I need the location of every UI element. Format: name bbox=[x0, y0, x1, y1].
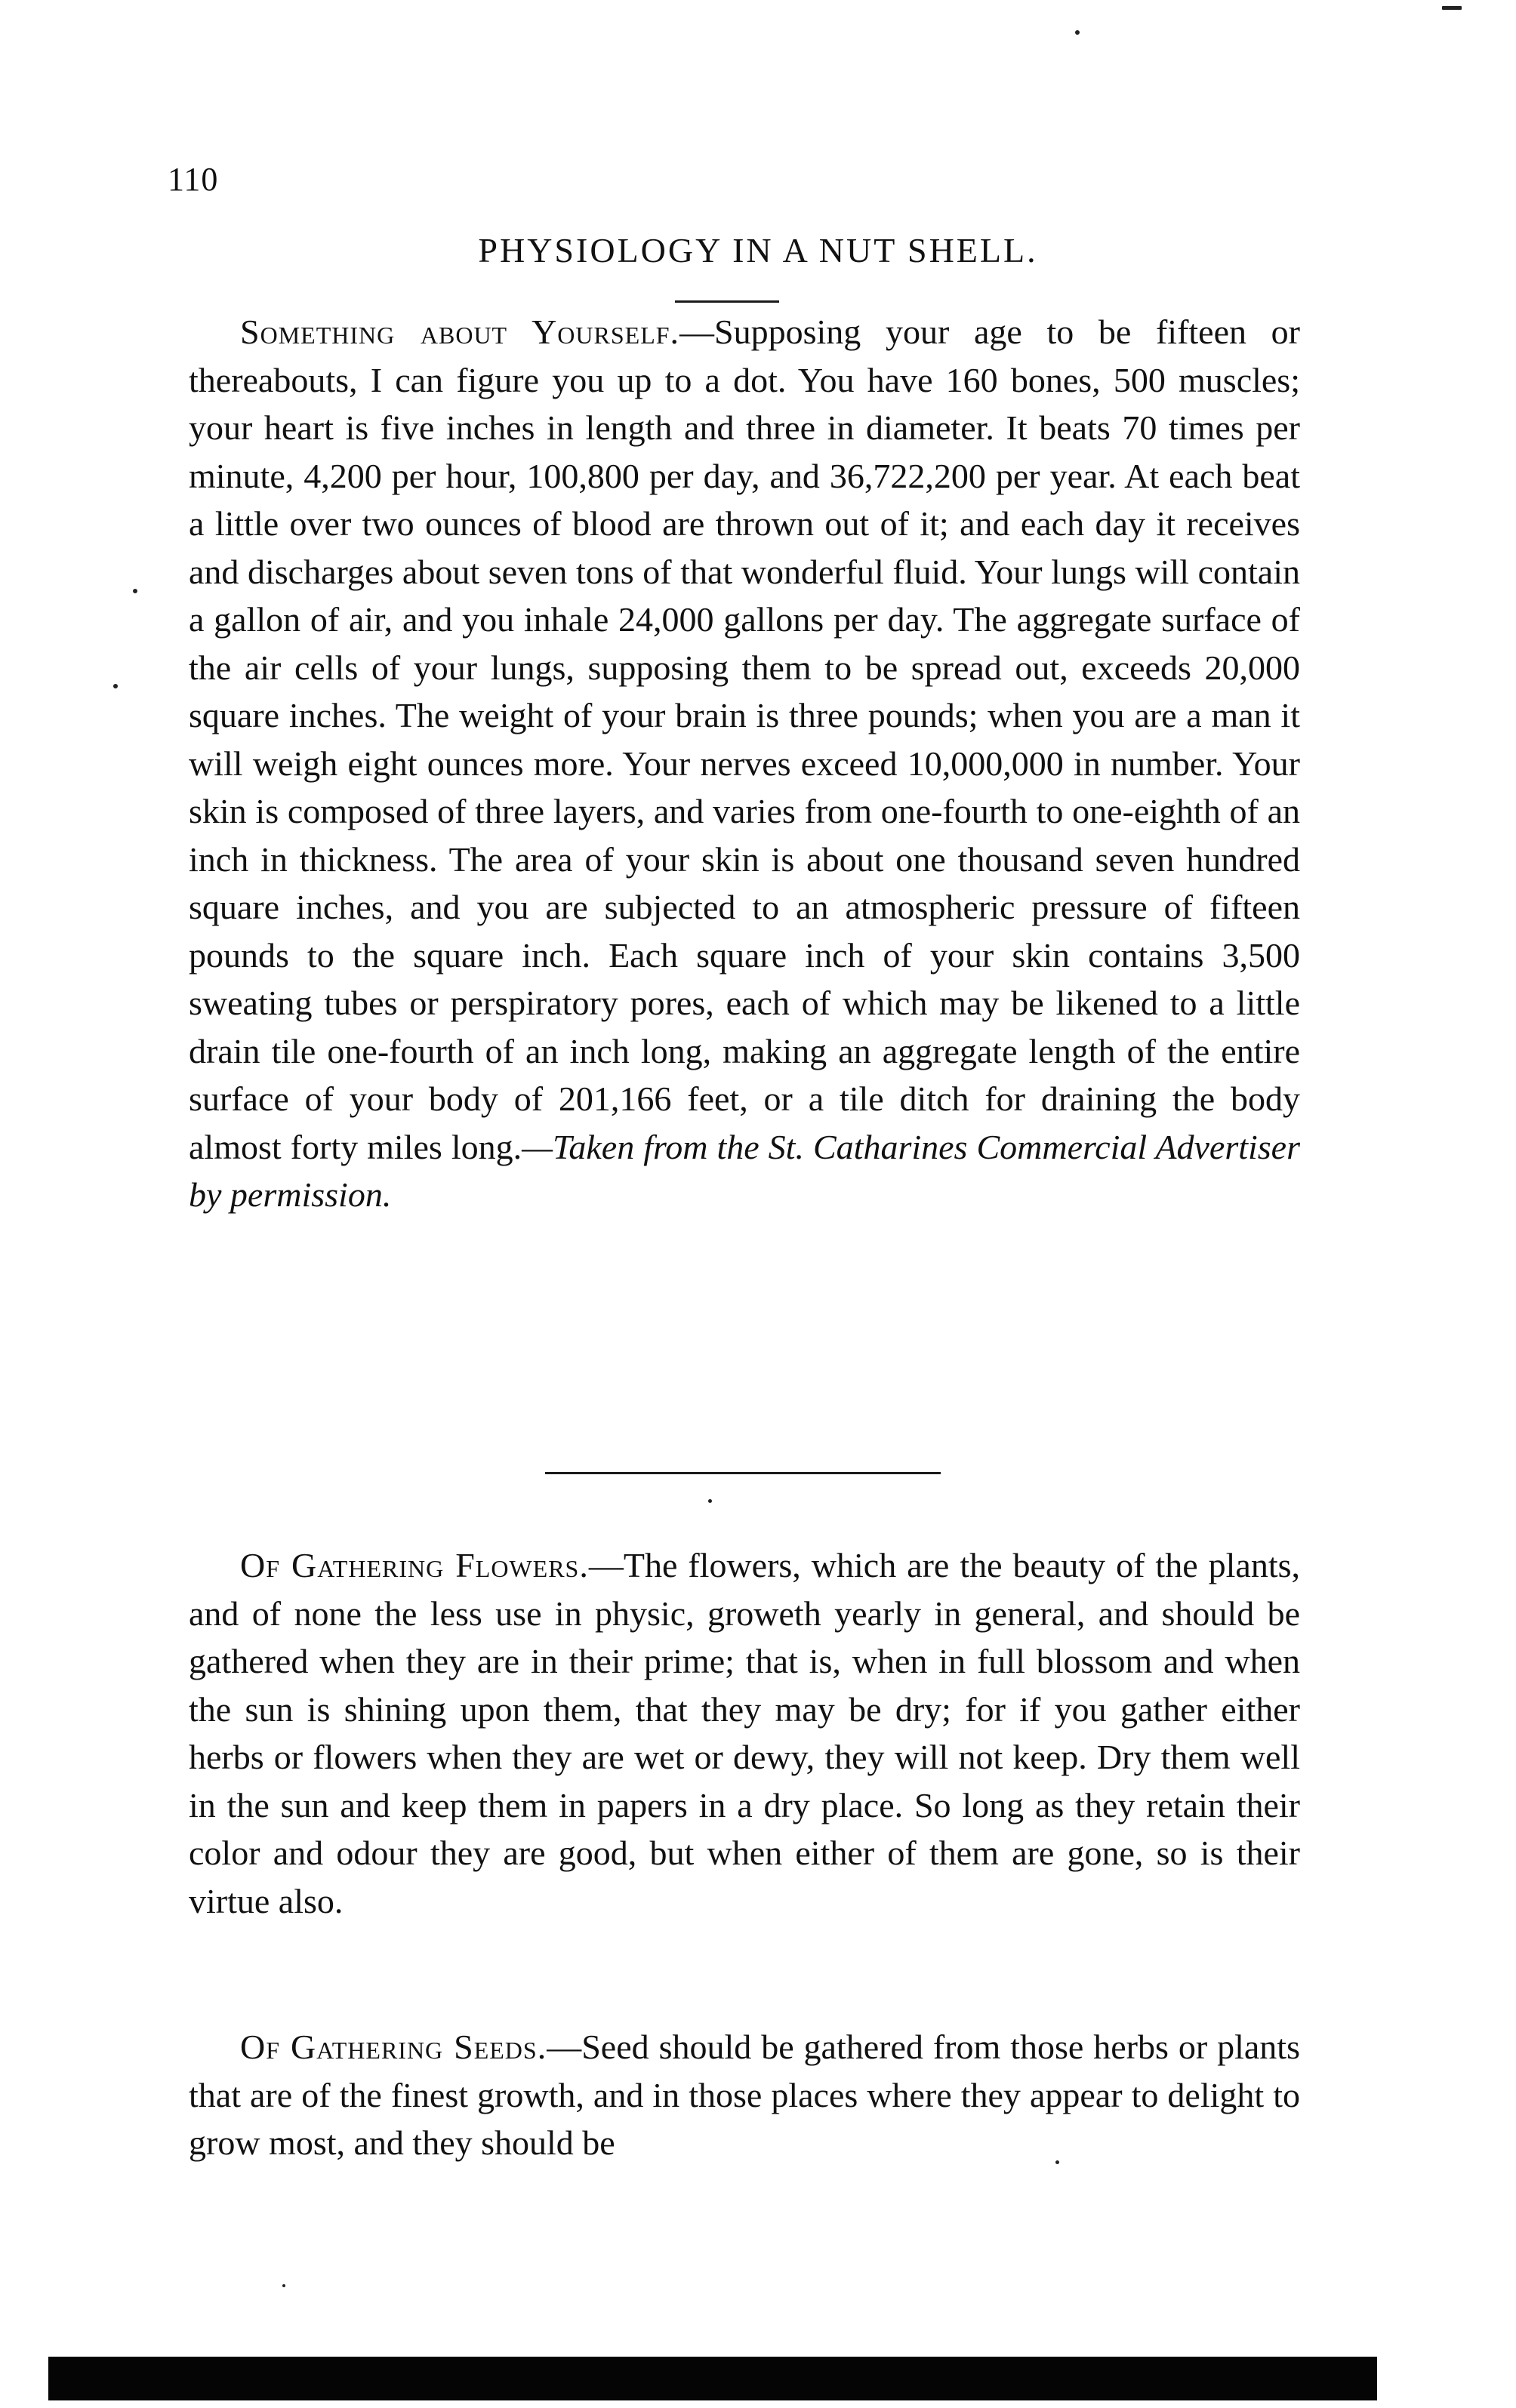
title-rule bbox=[675, 300, 779, 303]
scan-speck bbox=[1442, 6, 1462, 10]
scan-speck bbox=[113, 684, 118, 688]
scan-speck bbox=[708, 1499, 712, 1503]
running-title: PHYSIOLOGY IN A NUT SHELL. bbox=[478, 231, 1038, 269]
article-something-about-yourself bbox=[189, 308, 1300, 1219]
article-body: —Supposing your age to be fifteen or thereabouts, I can figure you up to a dot. You have 160 bones, 500 muscles; your heart is five inches in length and three in diameter. It beats 70 times per minute, 4,200 per hour, 100,800 per day, and 36,722,200 per year. At each beat a little over two ounces of blood are thrown out of it; and each day it receives and discharges about seven tons of that wonderful fluid. Your lungs will contain a gallon of air, and you inhale 24,000 gallons per day. The aggregate surface of the air cells of your lungs, supposing them to be spread out, exceeds 20,000 square inches. The weight of your brain is three pounds; when you are a man it will weigh eight ounces more. Your nerves exceed 10,000,000 in number. Your skin is composed of three layers, and varies from one-fourth to one-eighth of an inch in thickness. The area of your skin is about one thousand seven hundred square inches, and you are subjected to an atmospheric pressure of fifteen pounds to the square inch. Each square inch of your skin contains 3,500 sweating tubes or perspiratory pores, each of which may be likened to a little drain tile one-fourth of an inch long, making an aggregate length of the entire surface of your body of 201,166 feet, or a tile ditch for draining the body almost forty miles long. bbox=[189, 313, 1300, 1166]
scan-speck bbox=[1075, 30, 1080, 35]
article-paragraph bbox=[189, 2023, 1300, 2167]
scan-speck bbox=[1055, 2160, 1059, 2164]
page-number: 110 bbox=[168, 161, 219, 198]
article-heading: Something about Yourself. bbox=[240, 313, 680, 351]
article-attribution: —Taken from the St. Catharines Commercial Advertiser by permission. bbox=[189, 1127, 1300, 1214]
article-paragraph bbox=[189, 308, 1300, 1219]
article-body: —The flowers, which are the beauty of the plants, and of none the less use in physic, groweth yearly in general, and should be gathered when they are in their prime; that is, when in full blossom and when the sun is shining upon them, that they may be dry; for if you gather either herbs or flowers when they are wet or dewy, they will not keep. Dry them well in the sun and keep them in papers in a dry place. So long as they retain their color and odour they are good, but when either of them are gone, so is their virtue also. bbox=[189, 1546, 1301, 1920]
article-paragraph bbox=[189, 1541, 1300, 1925]
scan-speck bbox=[282, 2284, 285, 2287]
article-gathering-flowers bbox=[189, 1541, 1300, 1925]
article-heading: Of Gathering Seeds. bbox=[240, 2028, 547, 2066]
section-divider bbox=[545, 1472, 941, 1474]
scan-edge-bar bbox=[48, 2357, 1377, 2400]
scan-speck bbox=[133, 589, 137, 593]
article-gathering-seeds bbox=[189, 2023, 1300, 2167]
article-body: —Seed should be gathered from those herbs or plants that are of the finest growth, and in those places where they appear to delight to grow most, and they should be bbox=[189, 2028, 1300, 2162]
article-heading: Of Gathering Flowers. bbox=[240, 1546, 589, 1584]
